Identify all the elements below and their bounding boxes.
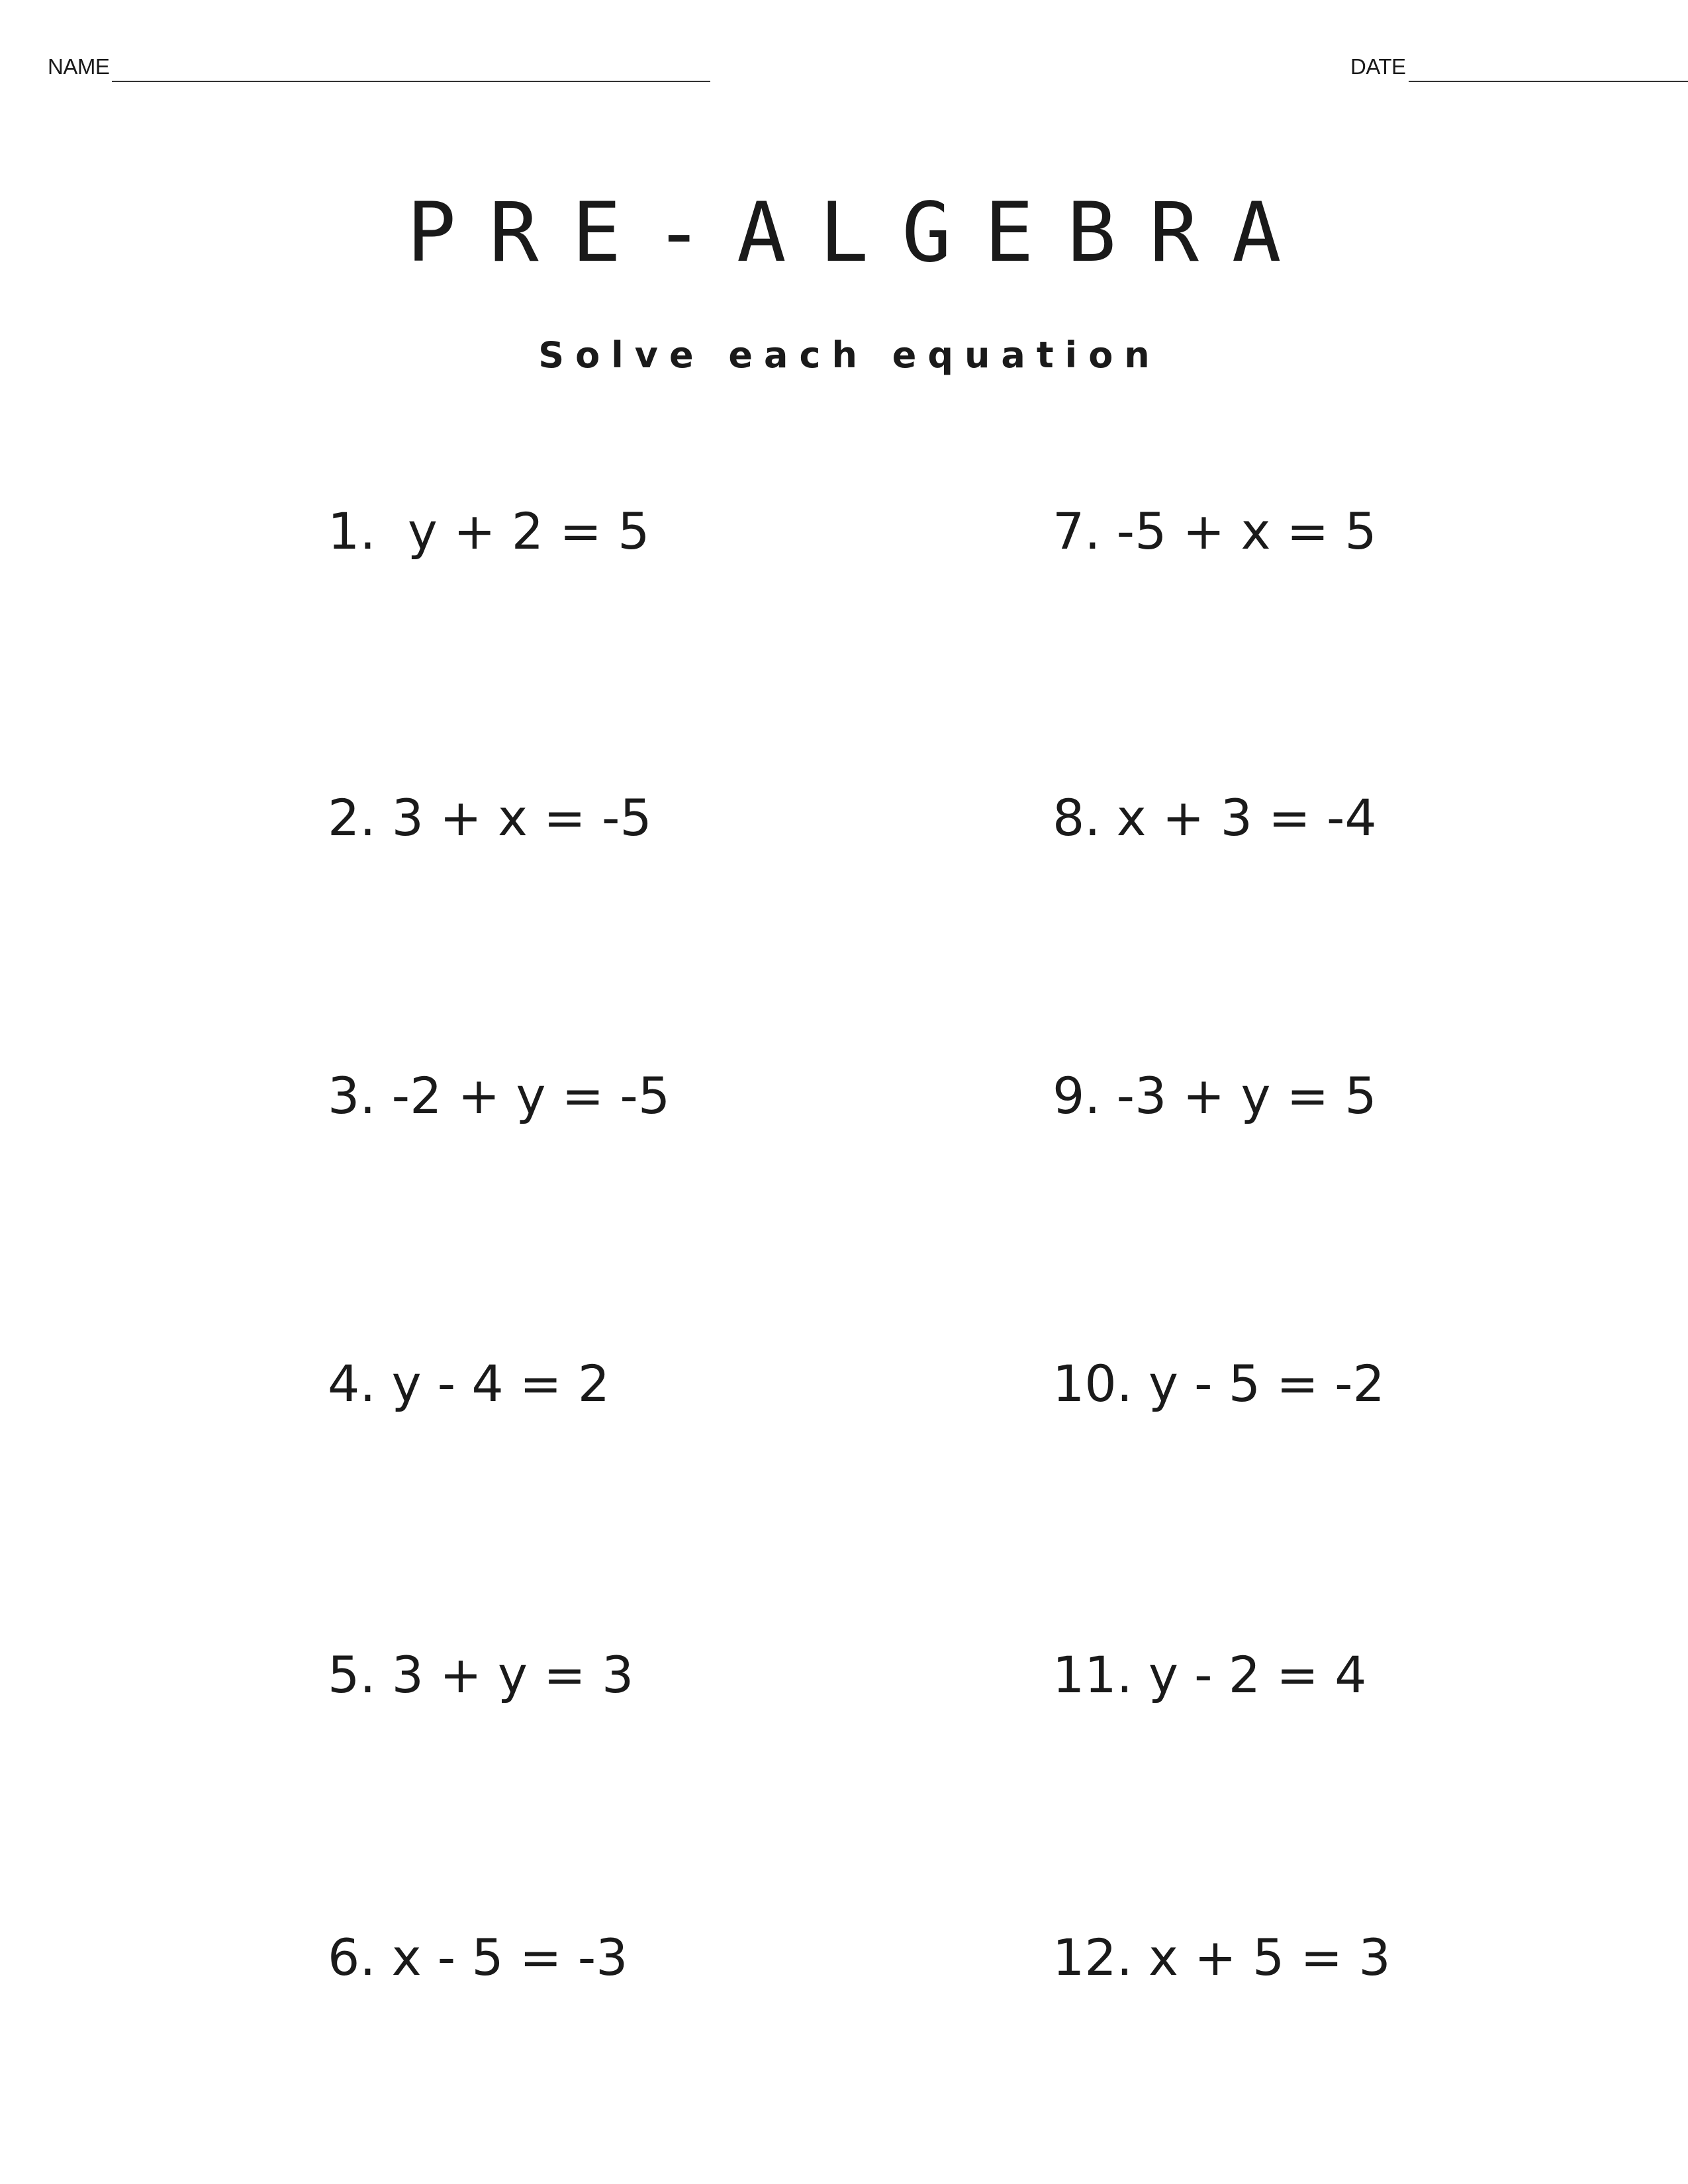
problem-6: 6. x - 5 = -3 xyxy=(328,1928,628,1987)
name-blank-line[interactable] xyxy=(112,60,710,82)
problem-1: 1. y + 2 = 5 xyxy=(328,502,650,561)
date-blank-line[interactable] xyxy=(1409,60,1688,82)
problem-4: 4. y - 4 = 2 xyxy=(328,1354,610,1413)
problem-2: 2. 3 + x = -5 xyxy=(328,788,652,847)
problem-10: 10. y - 5 = -2 xyxy=(1053,1354,1385,1413)
date-field[interactable] xyxy=(1350,54,1688,79)
problem-5: 5. 3 + y = 3 xyxy=(328,1645,634,1704)
problem-11: 11. y - 2 = 4 xyxy=(1053,1645,1367,1704)
name-field[interactable] xyxy=(48,54,710,79)
worksheet-title: PRE-ALGEBRA xyxy=(406,185,1315,281)
problem-3: 3. -2 + y = -5 xyxy=(328,1066,671,1125)
name-label: NAME xyxy=(48,54,110,79)
problem-12: 12. x + 5 = 3 xyxy=(1053,1928,1391,1987)
worksheet-instructions: Solve each equation xyxy=(538,334,1161,376)
date-label: DATE xyxy=(1350,54,1406,79)
problem-7: 7. -5 + x = 5 xyxy=(1053,502,1377,561)
problem-9: 9. -3 + y = 5 xyxy=(1053,1066,1377,1125)
problem-8: 8. x + 3 = -4 xyxy=(1053,788,1377,847)
